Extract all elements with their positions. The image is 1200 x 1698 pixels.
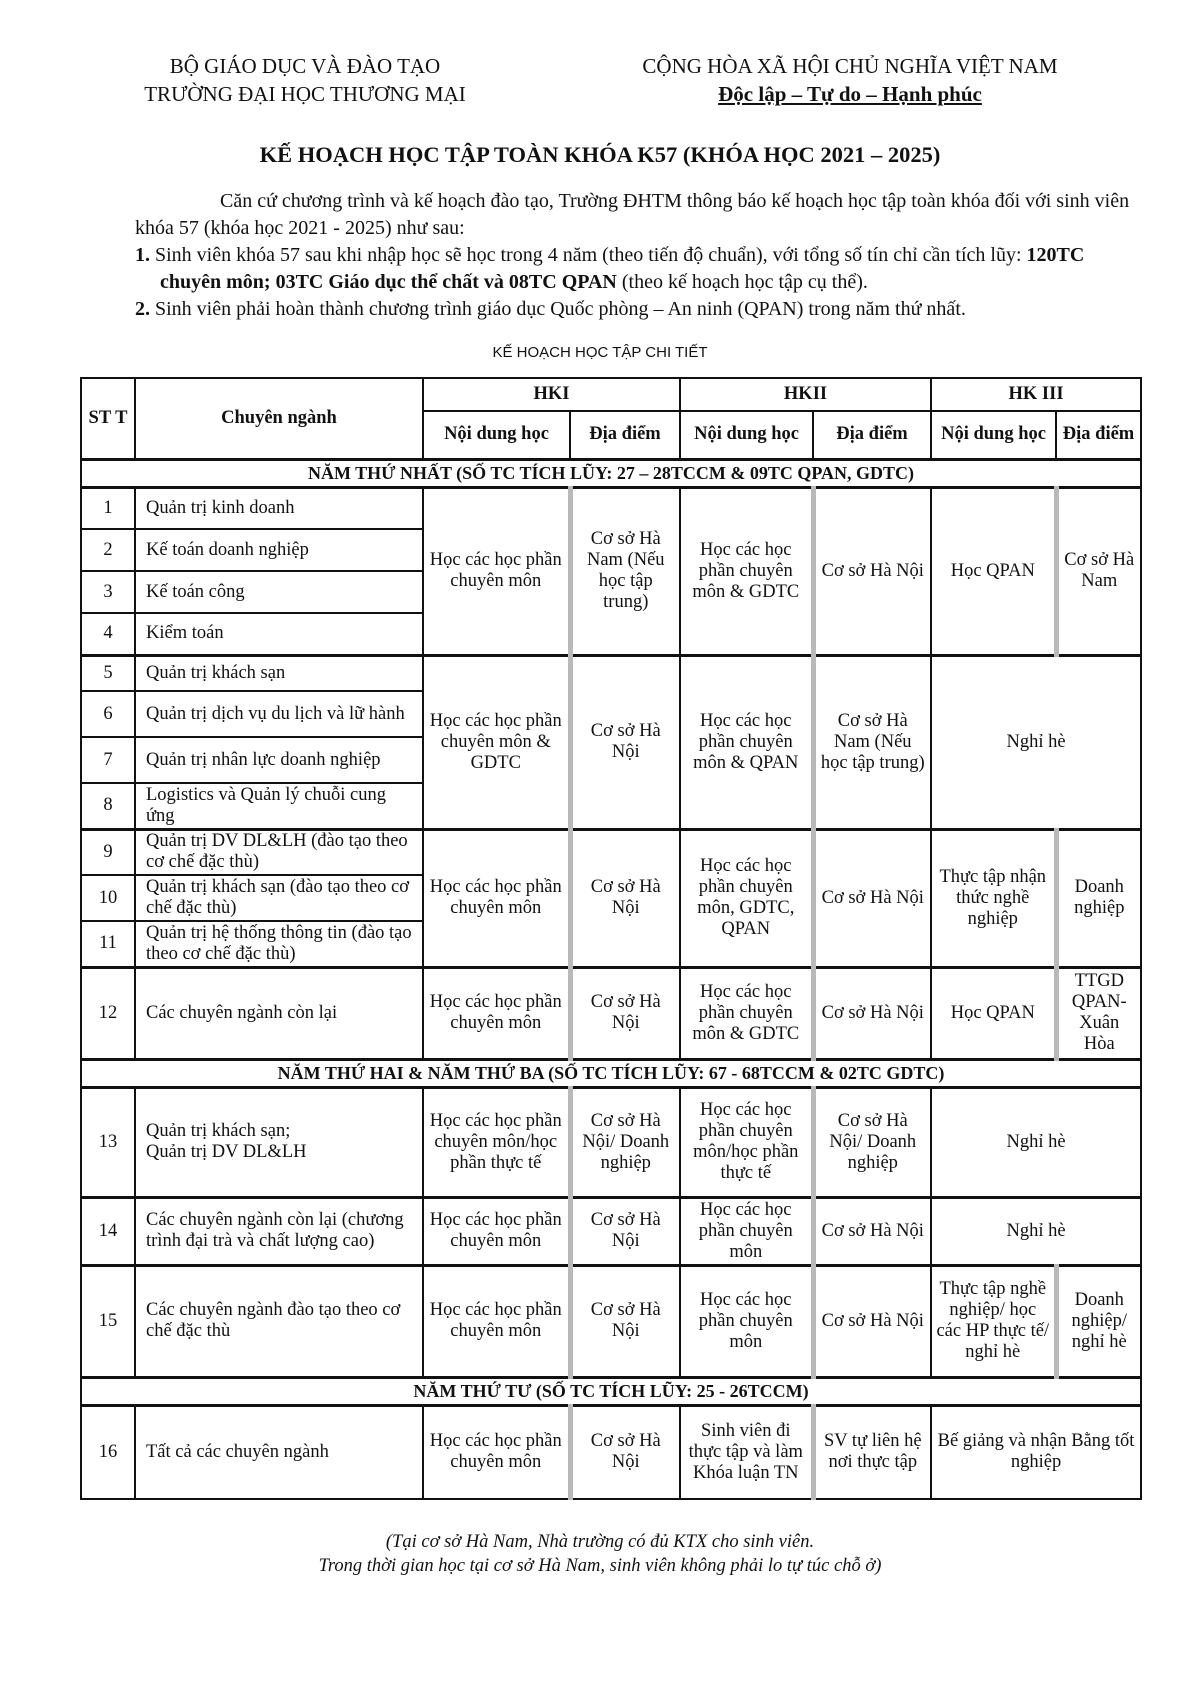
hk1-content: Học các học phần chuyên môn — [423, 487, 570, 655]
footnote-line-1: (Tại cơ sở Hà Nam, Nhà trường có đủ KTX cho sinh viên. — [385, 1532, 815, 1552]
row-number: 10 — [81, 875, 135, 921]
major-name: Tất cả các chuyên ngành — [135, 1405, 423, 1499]
col-header-place: Địa điểm — [570, 411, 680, 459]
intro-item-1 — [125, 242, 1140, 296]
ministry-header — [95, 52, 515, 108]
country-name: CỘNG HÒA XÃ HỘI CHỦ NGHĨA VIỆT NAM — [642, 54, 1058, 78]
hk1-place: Cơ sở Hà Nội/ Doanh nghiệp — [570, 1087, 680, 1197]
table-row — [81, 967, 1141, 1059]
hk1-content: Học các học phần chuyên môn — [423, 1265, 570, 1377]
hk2-place: Cơ sở Hà Nội/ Doanh nghiệp — [813, 1087, 931, 1197]
hk2-content: Học các học phần chuyên môn — [680, 1265, 813, 1377]
hk1-content: Học các học phần chuyên môn/học phần thực tế — [423, 1087, 570, 1197]
section-year-1: NĂM THỨ NHẤT (SỐ TC TÍCH LŨY: 27 – 28TCCM & 09TC QPAN, GDTC) — [81, 459, 1141, 487]
row-number: 16 — [81, 1405, 135, 1499]
row-number: 2 — [81, 529, 135, 571]
hk2-content: Học các học phần chuyên môn, GDTC, QPAN — [680, 829, 813, 967]
col-header-major: Chuyên ngành — [135, 378, 423, 459]
section-row — [81, 459, 1141, 487]
major-line: Quản trị khách sạn; — [146, 1121, 291, 1141]
intro-item-2 — [125, 296, 1140, 323]
motto: Độc lập – Tự do – Hạnh phúc — [718, 82, 982, 106]
footnote-line-2: Trong thời gian học tại cơ sở Hà Nam, sinh viên không phải lo tự túc chỗ ở) — [318, 1556, 882, 1576]
col-header-hk3: HK III — [931, 378, 1141, 411]
table-row — [81, 487, 1141, 529]
hk1-content: Học các học phần chuyên môn — [423, 1197, 570, 1265]
row-number: 3 — [81, 571, 135, 613]
table-row — [81, 1197, 1141, 1265]
hk3-place: Doanh nghiệp/ nghỉ hè — [1056, 1265, 1141, 1377]
major-name: Quản trị hệ thống thông tin (đào tạo theo cơ chế đặc thù) — [135, 921, 423, 967]
hk3-content: Bế giảng và nhận Bằng tốt nghiệp — [931, 1405, 1141, 1499]
major-name: Quản trị dịch vụ du lịch và lữ hành — [135, 691, 423, 737]
footnote — [0, 1530, 1200, 1578]
hk3-content: Học QPAN — [931, 487, 1056, 655]
hk2-content: Học các học phần chuyên môn & GDTC — [680, 487, 813, 655]
ministry-name: BỘ GIÁO DỤC VÀ ĐÀO TẠO — [169, 54, 441, 78]
hk1-place: Cơ sở Hà Nội — [570, 829, 680, 967]
hk1-place: Cơ sở Hà Nội — [570, 655, 680, 829]
row-number: 7 — [81, 737, 135, 783]
row-number: 8 — [81, 783, 135, 829]
hk3-content: Thực tập nhận thức nghề nghiệp — [931, 829, 1056, 967]
col-header-place: Địa điểm — [813, 411, 931, 459]
intro-section — [100, 188, 1140, 323]
major-name — [135, 1087, 423, 1197]
intro-paragraph: Căn cứ chương trình và kế hoạch đào tạo, Trường ĐHTM thông báo kế hoạch học tập toàn khóa đối với sinh viên khóa 57 (khóa học 2021 - 2025) như sau: — [135, 190, 1130, 239]
major-name: Các chuyên ngành còn lại — [135, 967, 423, 1059]
study-plan-table — [80, 377, 1142, 1500]
hk3-content: Nghỉ hè — [931, 1087, 1141, 1197]
hk2-place: Cơ sở Hà Nội — [813, 1265, 931, 1377]
hk1-place: Cơ sở Hà Nội — [570, 1197, 680, 1265]
hk2-content: Học các học phần chuyên môn & QPAN — [680, 655, 813, 829]
table-row — [81, 1405, 1141, 1499]
section-row — [81, 1377, 1141, 1405]
header-row — [81, 378, 1141, 411]
major-name: Quản trị khách sạn (đào tạo theo cơ chế đặc thù) — [135, 875, 423, 921]
hk3-content: Nghỉ hè — [931, 1197, 1141, 1265]
hk1-content: Học các học phần chuyên môn — [423, 1405, 570, 1499]
table-subtitle: KẾ HOẠCH HỌC TẬP CHI TIẾT — [492, 344, 708, 361]
document-title: KẾ HOẠCH HỌC TẬP TOÀN KHÓA K57 (KHÓA HỌC 2021 – 2025) — [259, 142, 941, 167]
table-row — [81, 829, 1141, 875]
hk1-content: Học các học phần chuyên môn — [423, 967, 570, 1059]
major-name: Kế toán doanh nghiệp — [135, 529, 423, 571]
hk1-place: Cơ sở Hà Nội — [570, 1405, 680, 1499]
major-name: Kiểm toán — [135, 613, 423, 655]
col-header-stt: ST T — [81, 378, 135, 459]
row-number: 12 — [81, 967, 135, 1059]
national-header — [570, 52, 1130, 108]
col-header-content: Nội dung học — [931, 411, 1056, 459]
col-header-hk2: HKII — [680, 378, 931, 411]
hk3-content: Nghỉ hè — [931, 655, 1141, 829]
item-text: (theo kế hoạch học tập cụ thể). — [621, 271, 868, 293]
hk2-content: Học các học phần chuyên môn/học phần thực tế — [680, 1087, 813, 1197]
hk2-content: Học các học phần chuyên môn & GDTC — [680, 967, 813, 1059]
section-row — [81, 1059, 1141, 1087]
table-row — [81, 655, 1141, 691]
row-number: 11 — [81, 921, 135, 967]
col-header-content: Nội dung học — [423, 411, 570, 459]
col-header-content: Nội dung học — [680, 411, 813, 459]
row-number: 13 — [81, 1087, 135, 1197]
col-header-hk1: HKI — [423, 378, 680, 411]
hk2-place: Cơ sở Hà Nội — [813, 967, 931, 1059]
hk3-place: TTGD QPAN- Xuân Hòa — [1056, 967, 1141, 1059]
item-text: Sinh viên phải hoàn thành chương trình giáo dục Quốc phòng – An ninh (QPAN) trong năm thứ nhất. — [155, 298, 966, 320]
hk1-content: Học các học phần chuyên môn — [423, 829, 570, 967]
item-number: 2. — [135, 298, 150, 320]
row-number: 6 — [81, 691, 135, 737]
hk1-content: Học các học phần chuyên môn & GDTC — [423, 655, 570, 829]
hk1-place: Cơ sở Hà Nội — [570, 967, 680, 1059]
row-number: 5 — [81, 655, 135, 691]
col-header-place: Địa điểm — [1056, 411, 1141, 459]
major-name: Kế toán công — [135, 571, 423, 613]
major-name: Các chuyên ngành đào tạo theo cơ chế đặc thù — [135, 1265, 423, 1377]
major-name: Quản trị kinh doanh — [135, 487, 423, 529]
hk2-place: Cơ sở Hà Nội — [813, 1197, 931, 1265]
major-name: Logistics và Quản lý chuỗi cung ứng — [135, 783, 423, 829]
major-name: Quản trị nhân lực doanh nghiệp — [135, 737, 423, 783]
table-row — [81, 1265, 1141, 1377]
hk2-content: Sinh viên đi thực tập và làm Khóa luận TN — [680, 1405, 813, 1499]
section-year-4: NĂM THỨ TƯ (SỐ TC TÍCH LŨY: 25 - 26TCCM) — [81, 1377, 1141, 1405]
hk3-place: Doanh nghiệp — [1056, 829, 1141, 967]
hk3-content: Thực tập nghề nghiệp/ học các HP thực tế/ nghỉ hè — [931, 1265, 1056, 1377]
hk2-place: Cơ sở Hà Nội — [813, 487, 931, 655]
hk2-place: Cơ sở Hà Nội — [813, 829, 931, 967]
hk2-place: SV tự liên hệ nơi thực tập — [813, 1405, 931, 1499]
hk2-place: Cơ sở Hà Nam (Nếu học tập trung) — [813, 655, 931, 829]
row-number: 9 — [81, 829, 135, 875]
hk3-content: Học QPAN — [931, 967, 1056, 1059]
hk1-place: Cơ sở Hà Nam (Nếu học tập trung) — [570, 487, 680, 655]
item-number: 1. — [135, 244, 150, 266]
credit-requirement: 120TC chuyên môn; 03TC Giáo dục thể chất và 08TC QPAN — [160, 244, 1085, 293]
row-number: 4 — [81, 613, 135, 655]
university-name: TRƯỜNG ĐẠI HỌC THƯƠNG MẠI — [144, 82, 466, 106]
major-name: Quản trị DV DL&LH (đào tạo theo cơ chế đặc thù) — [135, 829, 423, 875]
major-name: Quản trị khách sạn — [135, 655, 423, 691]
item-text: Sinh viên khóa 57 sau khi nhập học sẽ học trong 4 năm (theo tiến độ chuẩn), với tổng số tín chỉ cần tích lũy: — [155, 244, 1022, 266]
major-name: Các chuyên ngành còn lại (chương trình đại trà và chất lượng cao) — [135, 1197, 423, 1265]
hk3-place: Cơ sở Hà Nam — [1056, 487, 1141, 655]
major-line: Quản trị DV DL&LH — [146, 1142, 307, 1162]
table-row — [81, 1087, 1141, 1197]
hk1-place: Cơ sở Hà Nội — [570, 1265, 680, 1377]
section-year-2-3: NĂM THỨ HAI & NĂM THỨ BA (SỐ TC TÍCH LŨY: 67 - 68TCCM & 02TC GDTC) — [81, 1059, 1141, 1087]
row-number: 15 — [81, 1265, 135, 1377]
row-number: 14 — [81, 1197, 135, 1265]
hk2-content: Học các học phần chuyên môn — [680, 1197, 813, 1265]
row-number: 1 — [81, 487, 135, 529]
